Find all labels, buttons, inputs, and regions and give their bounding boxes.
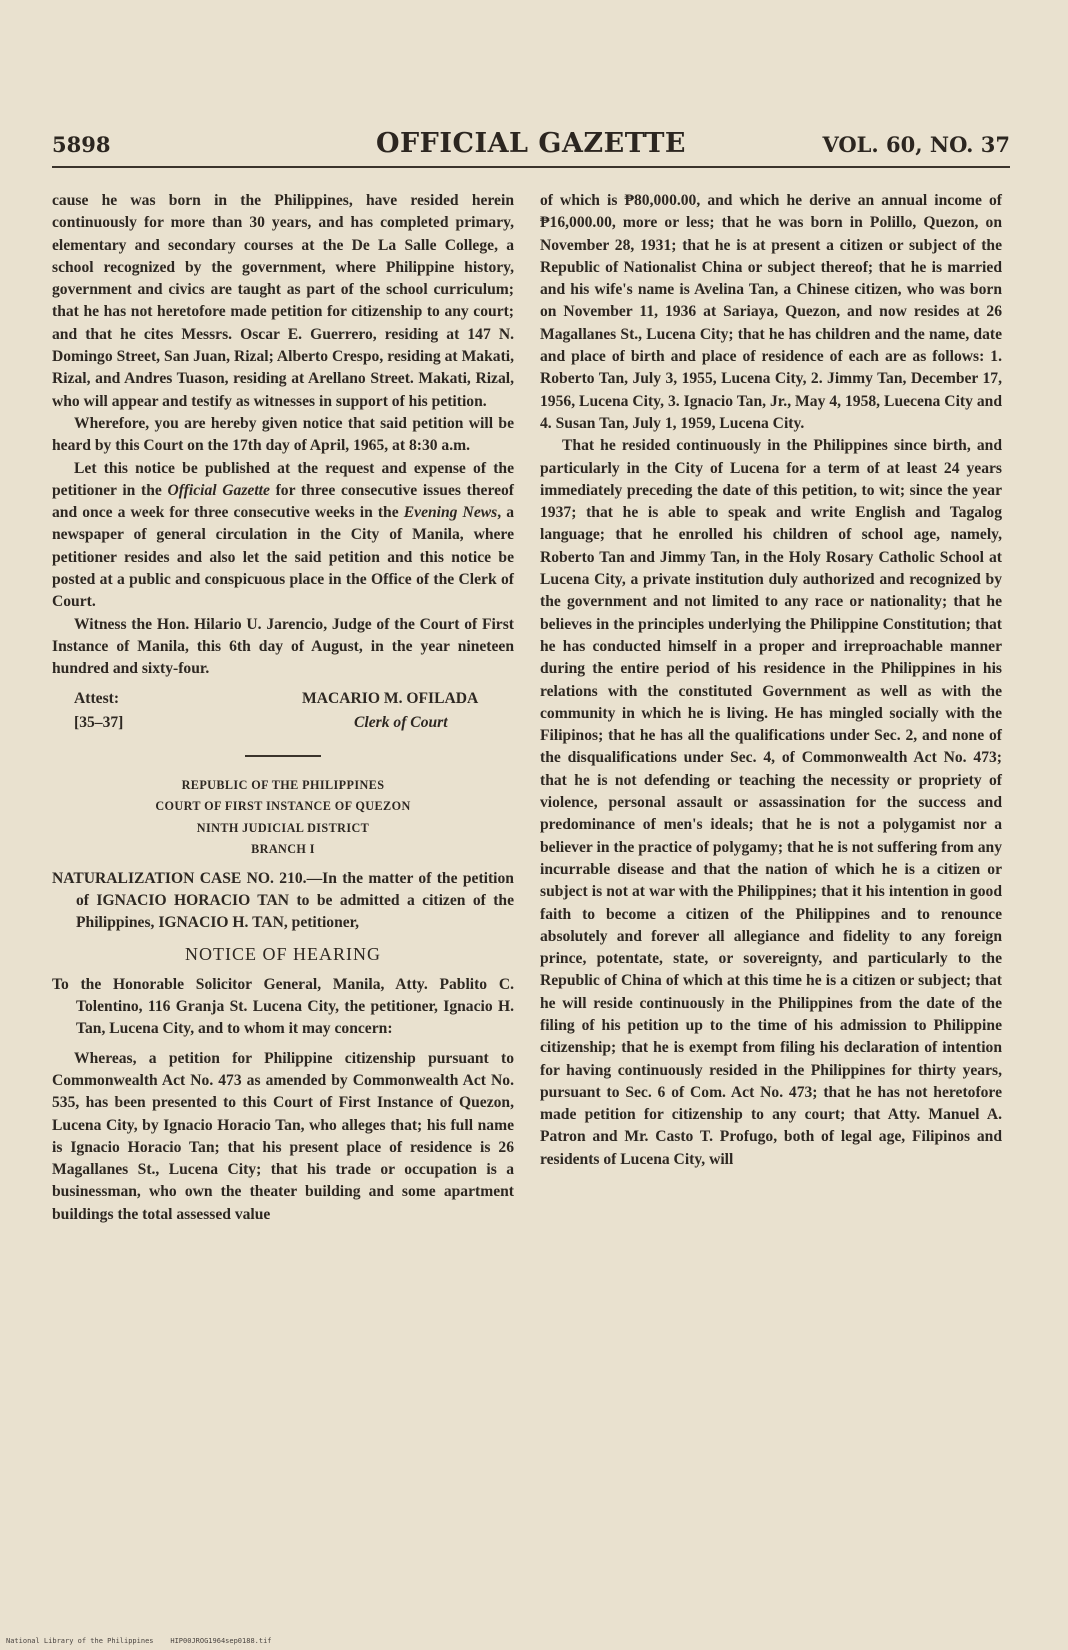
case-text-c: , petitioner, xyxy=(283,914,360,932)
gazette-name: Official Gazette xyxy=(167,481,270,499)
scan-footer xyxy=(6,1637,272,1645)
right-column xyxy=(540,190,1002,1171)
page-header xyxy=(52,128,1010,162)
paragraph-continued: cause he was born in the Philippines, have resided herein continuously for more than 30 years, and has completed primary, elementary and secondary courses at the De La Salle College, a school recognized by the government, where Philippine history, government and civics are taught as part of the school curriculum; that he has not heretofore made petition for citizenship to any court; and that he cites Messrs. Oscar E. Guerrero, residing at 147 N. Domingo Street, San Juan, Rizal; Alberto Crespo, residing at Makati, Rizal, and Andres Tuason, residing at Arellano Street. Makati, Rizal, who will appear and testify as witnesses in support of his petition. xyxy=(52,192,514,410)
newspaper-name: Evening News xyxy=(403,504,498,522)
paragraph-whereas: Whereas, a petition for Philippine citizenship pursuant to Commonwealth Act No. 473 as amended by Commonwealth Act No. 535, has been presented to this Court of First Instance of Quezon, Lucena City, by Ignacio Horacio Tan, who alleges that; his full name is Ignacio Horacio Tan; that his present place of residence is 26 Magallanes St., Lucena City; that his trade or occupation is a businessman, who own the theater building and some apartment buildings the total assessed value xyxy=(52,1049,514,1223)
header-rule xyxy=(52,166,1010,168)
case-text-a: —In the matter of the petition of xyxy=(76,869,514,909)
notice-heading: NOTICE OF HEARING xyxy=(185,944,381,965)
scan-filename: HIP00JROG1964sep0188.tif xyxy=(170,1637,272,1645)
left-column xyxy=(52,190,514,1226)
court-line-3: NINTH JUDICIAL DISTRICT xyxy=(196,820,370,835)
paragraph-residence-qualifications: That he resided continuously in the Philippines since birth, and particularly in the City of Lucena for a term of at least 24 years immediately preceding the date of this petition, to wit; since the year 1937; that he is able to speak and write English and Tagalog language; that he enrolled his children of school age, namely, Roberto Tan and Jimmy Tan, in the Holy Rosary Catholic School at Lucena City, a private institution duly authorized and recognized by the government and not limited to any race or nationality; that he believes in the principles underlying the Philippine Constitution; that he has conducted himself in a proper and irreproachable manner during the entire period of his residence in the Philippines in his relations with the constituted Government as well as with the community in which he is living. He has mingled socially with the Filipinos; that he has all the qualifications under Sec. 2, and none of the disqualifications under Sec. 4, of Commonwealth Act No. 473; that he is not defending or teaching the necessity or propriety of violence, personal assault or assassination for the success and predominance of men's ideals; that he is not a polygamist nor a believer in the practice of polygamy; that he is not suffering from any incurrable disease and that the nation of which he is a citizen or subject is not at war with the Philippines; that it his intention in good faith to become a citizen of the Philippines and to renounce absolutely and forever all allegiance and fidelity to any foreign prince, potentate, state, or sovereignty, and particularly to the Republic of China of which at this time he is a citizen or subject; that he will reside continuously in the Philippines from the date of the filing of his petition up to the time of his admission to Philippine citizenship; that he is exempt from filing his declaration of intention for having continuously resided in the Philippines for thirty years, pursuant to Sec. 6 of Com. Act No. 473; that he has not heretofore made petition for citizenship to any court; that Atty. Manuel A. Patron and Mr. Casto T. Profugo, both of legal age, Filipinos and residents of Lucena City, will xyxy=(540,437,1002,1168)
court-heading xyxy=(52,775,514,861)
issue-reference: [35–37] xyxy=(74,713,124,731)
publication-text-a: Let this notice be published at the request and expense of the petitioner in the xyxy=(52,459,514,499)
court-line-2: COURT OF FIRST INSTANCE OF QUEZON xyxy=(155,799,411,814)
paragraph-income-family: of which is ₱80,000.00, and which he derive an annual income of ₱16,000.00, more or less; that he was born in Polillo, Quezon, on November 28, 1931; that he is at present a citizen or subject of the Republic of Nationalist China or subject thereof; that he is married and his wife's name is Avelina Tan, a Chinese citizen, who was born on November 11, 1936 at Sariaya, Quezon, and now resides at 26 Magallanes St., Lucena City; that he has children and the name, date and place of birth and place of residence of each are as follows: 1. Roberto Tan, July 3, 1955, Lucena City, 2. Jimmy Tan, December 17, 1956, Lucena City, 3. Ignacio Tan, Jr., May 4, 1958, Luecena City and 4. Susan Tan, July 1, 1959, Lucena City. xyxy=(540,192,1002,432)
publication-title: OFFICIAL GAZETTE xyxy=(375,128,687,159)
court-line-4: BRANCH I xyxy=(251,842,315,857)
paragraph-wherefore: Wherefore, you are hereby given notice that said petition will be heard by this Court on the 17th day of April, 1965, at 8:30 a.m. xyxy=(52,414,514,455)
attest-label: Attest: xyxy=(74,689,120,707)
addressee-paragraph: To the Honorable Solicitor General, Manila, Atty. Pablito C. Tolentino, 116 Granja St. Lucena City, the petitioner, Ignacio H. Tan, Lucena City, and to whom it may concern: xyxy=(52,975,514,1038)
court-line-1: REPUBLIC OF THE PHILIPPINES xyxy=(181,777,385,792)
page-number: 5898 xyxy=(52,132,111,157)
petitioner-name: IGNACIO HORACIO TAN xyxy=(96,891,290,909)
paragraph-witness: Witness the Hon. Hilario U. Jarencio, Judge of the Court of First Instance of Manila, this 6th day of August, in the year nineteen hundred and sixty-four. xyxy=(52,615,514,678)
case-title xyxy=(52,868,514,935)
petitioner-short-name: IGNACIO H. TAN xyxy=(158,914,284,932)
signature-block xyxy=(52,687,514,735)
signer-title: Clerk of Court xyxy=(354,713,448,731)
case-text-b: to be admitted a citizen of the Philippines, xyxy=(76,891,514,932)
section-divider xyxy=(245,755,321,757)
volume-number: VOL. 60, NO. 37 xyxy=(822,132,1010,157)
case-label: NATURALIZATION CASE NO. 210. xyxy=(52,869,307,887)
signer-name: MACARIO M. OFILADA xyxy=(302,689,479,707)
publication-text-c: , a newspaper of general circulation in the City of Manila, where petitioner resides and also let the said petition and this notice be posted at a public and conspicuous place in the Office of the Clerk of Court. xyxy=(52,504,515,611)
publication-text-b: for three consecutive issues thereof and once a week for three consecutive weeks in the xyxy=(52,481,514,522)
library-credit: National Library of the Philippines xyxy=(6,1637,154,1645)
paragraph-publication xyxy=(52,458,514,614)
